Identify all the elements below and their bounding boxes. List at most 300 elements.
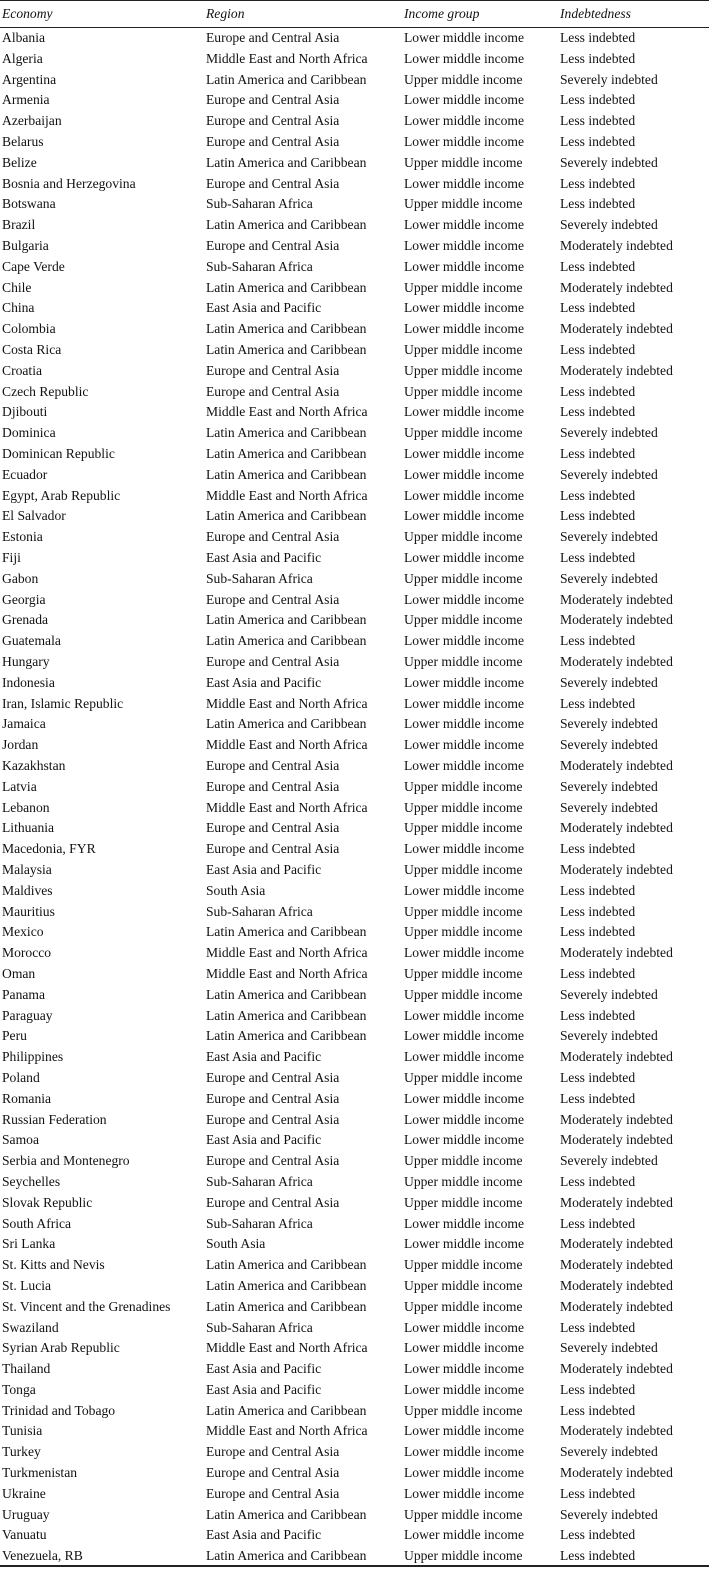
indebtedness-cell: Moderately indebted [560,1277,673,1293]
table-row [0,152,709,173]
economy-cell: Algeria [2,50,43,66]
table-row [0,963,709,984]
indebtedness-cell: Severely indebted [560,716,658,732]
indebtedness-cell: Severely indebted [560,1444,658,1460]
economy-cell: St. Vincent and the Grenadines [2,1298,171,1314]
indebtedness-cell: Moderately indebted [560,279,673,295]
region-cell: East Asia and Pacific [206,1527,322,1543]
economy-cell: Maldives [2,882,53,898]
indebtedness-cell: Less indebted [560,404,636,420]
region-cell: Latin America and Caribbean [206,924,367,940]
economy-cell: Lebanon [2,799,50,815]
indebtedness-cell: Severely indebted [560,799,658,815]
table-row [0,735,709,756]
economy-cell: Turkmenistan [2,1465,78,1481]
income-group-cell: Upper middle income [404,612,523,628]
indebtedness-cell: Moderately indebted [560,1465,673,1481]
table-row [0,1171,709,1192]
region-cell: Europe and Central Asia [206,1090,340,1106]
economy-cell: Ecuador [2,466,48,482]
table-row [0,714,709,735]
indebtedness-cell: Less indebted [560,113,636,129]
table-row [0,235,709,256]
indebtedness-cell: Less indebted [560,1546,709,1567]
indebtedness-cell: Moderately indebted [560,362,673,378]
region-cell: Europe and Central Asia [206,175,340,191]
economy-cell: Serbia and Montenegro [2,1153,130,1169]
income-group-cell: Upper middle income [404,154,523,170]
region-cell: Europe and Central Asia [206,362,340,378]
indebtedness-cell: Less indebted [560,300,636,316]
table-row [0,1338,709,1359]
economy-cell: Romania [2,1090,52,1106]
indebtedness-cell: Moderately indebted [560,1111,673,1127]
region-cell: South Asia [206,882,266,898]
table-row [0,1047,709,1068]
economy-cell: St. Kitts and Nevis [2,1257,105,1273]
indebtedness-cell: Moderately indebted [560,945,673,961]
region-cell: Europe and Central Asia [206,92,340,108]
economy-cell: Armenia [2,92,50,108]
income-group-cell: Lower middle income [404,1485,525,1501]
region-cell: Latin America and Caribbean [206,466,367,482]
indebtedness-cell: Severely indebted [560,674,658,690]
income-group-cell: Lower middle income [404,1049,525,1065]
economy-cell: Vanuatu [2,1527,47,1543]
table-row [0,776,709,797]
table-row [0,1400,709,1421]
economy-cell: Guatemala [2,633,61,649]
table-row [0,69,709,90]
income-group-cell: Lower middle income [404,591,525,607]
indebtedness-cell: Severely indebted [560,1506,658,1522]
region-cell: Latin America and Caribbean [206,154,367,170]
region-cell: Europe and Central Asia [206,654,340,669]
economy-cell: Thailand [2,1361,51,1377]
region-cell: Europe and Central Asia [206,30,340,46]
economy-cell: Fiji [2,550,21,566]
indebtedness-cell: Moderately indebted [560,654,673,669]
income-group-cell: Lower middle income [404,1132,525,1148]
income-group-cell: Lower middle income [404,1465,525,1481]
income-group-cell: Upper middle income [404,1069,523,1085]
table-row [0,693,709,714]
economy-cell: St. Lucia [2,1277,52,1293]
economy-cell: Syrian Arab Republic [2,1340,120,1356]
table-row [0,194,709,215]
economy-cell: South Africa [2,1215,72,1231]
income-group-cell: Lower middle income [404,300,525,316]
header-indebtedness: Indebtedness [560,1,709,28]
indebtedness-cell: Less indebted [560,1069,636,1085]
economy-cell: Philippines [2,1049,64,1065]
region-cell: Middle East and North Africa [206,50,368,66]
income-group-cell: Lower middle income [404,1007,525,1023]
income-group-cell: Lower middle income [404,695,525,711]
income-group-cell: Upper middle income [404,362,523,378]
income-group-cell: Lower middle income [404,113,525,129]
income-group-cell: Upper middle income [404,965,523,981]
region-cell: Latin America and Caribbean [206,425,367,441]
income-group-cell: Upper middle income [404,383,523,399]
economy-cell: Belize [2,154,37,170]
income-group-cell: Upper middle income [404,529,523,545]
table-row [0,1109,709,1130]
region-cell: Sub-Saharan Africa [206,903,313,919]
table-row [0,527,709,548]
indebtedness-cell: Less indebted [560,1215,636,1231]
indebtedness-cell: Moderately indebted [560,612,673,628]
economy-cell: Gabon [2,570,39,586]
region-cell: Europe and Central Asia [206,113,340,129]
region-cell: Europe and Central Asia [206,1194,340,1210]
table-row [0,1504,709,1525]
income-group-cell: Upper middle income [404,342,523,358]
economy-cell: Brazil [2,217,36,233]
table-row [0,901,709,922]
indebtedness-cell: Severely indebted [560,1028,658,1044]
region-cell: Latin America and Caribbean [206,1506,367,1522]
region-cell: Latin America and Caribbean [206,986,367,1002]
economy-cell: Georgia [2,591,46,607]
indebtedness-cell: Less indebted [560,1007,636,1023]
region-cell: Latin America and Caribbean [206,279,367,295]
income-group-cell: Lower middle income [404,134,525,150]
region-cell: Latin America and Caribbean [206,217,367,233]
region-cell: Latin America and Caribbean [206,1402,367,1418]
table-row [0,443,709,464]
indebtedness-cell: Less indebted [560,633,636,649]
income-group-cell: Lower middle income [404,1111,525,1127]
income-group-cell: Lower middle income [404,1236,525,1252]
table-row [0,1379,709,1400]
income-group-cell: Lower middle income [404,446,525,462]
income-group-cell: Upper middle income [404,820,523,836]
region-cell: Europe and Central Asia [206,820,340,836]
table-row [0,859,709,880]
indebtedness-cell: Moderately indebted [560,820,673,836]
income-group-cell: Lower middle income [404,258,525,274]
economy-cell: Grenada [2,612,49,628]
economy-cell: Bosnia and Herzegovina [2,175,136,191]
economy-cell: Cape Verde [2,258,65,274]
economy-cell: Jamaica [2,716,46,732]
economy-cell: Bulgaria [2,238,49,254]
economy-cell: Latvia [2,778,37,794]
indebtedness-cell: Less indebted [560,1090,636,1106]
region-cell: East Asia and Pacific [206,1049,322,1065]
income-group-cell: Lower middle income [404,1444,525,1460]
indebtedness-cell: Severely indebted [560,425,658,441]
economy-cell: Botswana [2,196,56,212]
table-row [0,423,709,444]
economy-cell: Djibouti [2,404,48,420]
indebtedness-cell: Less indebted [560,1485,636,1501]
indebtedness-cell: Less indebted [560,487,636,503]
header-economy: Economy [0,1,206,28]
region-cell: Europe and Central Asia [206,591,340,607]
income-group-cell: Lower middle income [404,674,525,690]
table-header [0,1,709,28]
table-row [0,1234,709,1255]
economy-cell: Dominica [2,425,56,441]
region-cell: East Asia and Pacific [206,300,322,316]
economy-cell: Morocco [2,945,52,961]
region-cell: Europe and Central Asia [206,778,340,794]
table-row [0,319,709,340]
table-row [0,943,709,964]
table-row [0,1088,709,1109]
table-row [0,131,709,152]
income-group-cell: Upper middle income [404,1546,560,1567]
region-cell: Latin America and Caribbean [206,633,367,649]
economy-cell: Albania [2,30,46,46]
economy-cell: Lithuania [2,820,55,836]
region-cell: Latin America and Caribbean [206,1257,367,1273]
table-row [0,839,709,860]
economy-cell: Macedonia, FYR [2,841,96,857]
economy-cell: Argentina [2,71,57,87]
income-group-cell: Lower middle income [404,1361,525,1377]
income-group-cell: Upper middle income [404,71,523,87]
income-group-cell: Lower middle income [404,757,525,773]
indebtedness-cell: Less indebted [560,508,636,524]
economy-cell: Uruguay [2,1506,50,1522]
income-group-cell: Upper middle income [404,799,523,815]
region-cell: Europe and Central Asia [206,841,340,857]
economy-cell: Russian Federation [2,1111,107,1127]
income-group-cell: Upper middle income [404,570,523,586]
table-row [0,360,709,381]
income-group-cell: Upper middle income [404,425,523,441]
region-cell: Europe and Central Asia [206,1465,340,1481]
indebtedness-cell: Less indebted [560,1381,636,1397]
income-group-cell: Upper middle income [404,1257,523,1273]
region-cell: Middle East and North Africa [206,695,368,711]
table-row [0,506,709,527]
table-row [0,381,709,402]
income-group-cell: Upper middle income [404,986,523,1002]
region-cell: Europe and Central Asia [206,757,340,773]
indebtedness-cell: Moderately indebted [560,1298,673,1314]
economy-cell: Ukraine [2,1485,46,1501]
indebtedness-cell: Moderately indebted [560,321,673,337]
table-row [0,610,709,631]
income-group-cell: Lower middle income [404,466,525,482]
table-row [0,1462,709,1483]
table-row [0,1255,709,1276]
economy-cell: Dominican Republic [2,446,115,462]
economy-cell: Paraguay [2,1007,53,1023]
indebtedness-cell: Moderately indebted [560,757,673,773]
income-group-cell: Lower middle income [404,716,525,732]
table-row [0,111,709,132]
income-group-cell: Lower middle income [404,30,525,46]
income-group-cell: Upper middle income [404,1153,523,1169]
economy-cell: Kazakhstan [2,757,66,773]
region-cell: East Asia and Pacific [206,1132,322,1148]
economy-cell: Hungary [2,654,50,669]
income-group-cell: Lower middle income [404,633,525,649]
economy-cell: Estonia [2,529,43,545]
region-cell: South Asia [206,1236,266,1252]
economy-cell: Oman [2,965,36,981]
economy-cell: Mexico [2,924,44,940]
table-row [0,173,709,194]
income-group-cell: Upper middle income [404,778,523,794]
region-cell: Middle East and North Africa [206,945,368,961]
economy-cell: Colombia [2,321,56,337]
income-group-cell: Upper middle income [404,1506,523,1522]
income-group-cell: Lower middle income [404,737,525,753]
table-row [0,28,709,49]
economy-cell: Trinidad and Tobago [2,1402,116,1418]
region-cell: Europe and Central Asia [206,1485,340,1501]
region-cell: Europe and Central Asia [206,238,340,254]
region-cell: Latin America and Caribbean [206,71,367,87]
indebtedness-cell: Less indebted [560,695,636,711]
table-row [0,1213,709,1234]
income-group-cell: Lower middle income [404,238,525,254]
economy-cell: Turkey [2,1444,41,1460]
income-group-cell: Upper middle income [404,1173,523,1189]
indebtedness-cell: Less indebted [560,1527,636,1543]
income-group-cell: Lower middle income [404,1319,525,1335]
region-cell: Europe and Central Asia [206,1111,340,1127]
table-row [0,568,709,589]
indebtedness-cell: Moderately indebted [560,1049,673,1065]
indebtedness-cell: Severely indebted [560,529,658,545]
table-row [0,589,709,610]
region-cell: East Asia and Pacific [206,550,322,566]
income-group-cell: Upper middle income [404,903,523,919]
header-income-group: Income group [404,1,560,28]
income-group-cell: Upper middle income [404,861,523,877]
indebtedness-cell: Severely indebted [560,778,658,794]
header-region: Region [206,1,404,28]
table-row [0,48,709,69]
region-cell: Europe and Central Asia [206,134,340,150]
indebtedness-cell: Less indebted [560,342,636,358]
economy-cell: Seychelles [2,1173,61,1189]
indebtedness-cell: Less indebted [560,175,636,191]
economy-cell: Slovak Republic [2,1194,93,1210]
indebtedness-cell: Moderately indebted [560,1423,673,1439]
region-cell: Middle East and North Africa [206,799,368,815]
income-group-cell: Upper middle income [404,924,523,940]
economy-cell: Jordan [2,737,39,753]
table-row [0,256,709,277]
table-row [0,1546,709,1567]
income-group-cell: Lower middle income [404,217,525,233]
region-cell: Sub-Saharan Africa [206,258,313,274]
income-group-cell: Upper middle income [404,654,523,669]
indebtedness-cell: Less indebted [560,841,636,857]
income-group-cell: Lower middle income [404,841,525,857]
indebtedness-cell: Less indebted [560,92,636,108]
region-cell: Sub-Saharan Africa [206,196,313,212]
economy-cell: Samoa [2,1132,39,1148]
table-row [0,1067,709,1088]
indebtedness-cell: Less indebted [560,50,636,66]
indebtedness-cell: Less indebted [560,446,636,462]
region-cell: Europe and Central Asia [206,1153,340,1169]
economy-cell: Panama [2,986,46,1002]
income-group-cell: Lower middle income [404,1090,525,1106]
economy-cell: Mauritius [2,903,55,919]
indebtedness-cell: Less indebted [560,383,636,399]
region-cell: Sub-Saharan Africa [206,1319,313,1335]
region-cell: Latin America and Caribbean [206,716,367,732]
region-cell: Middle East and North Africa [206,965,368,981]
economy-cell: El Salvador [2,508,66,524]
region-cell: Middle East and North Africa [206,1340,368,1356]
income-group-cell: Lower middle income [404,404,525,420]
economy-cell: Iran, Islamic Republic [2,695,124,711]
table-row [0,1026,709,1047]
indebtedness-cell: Less indebted [560,965,636,981]
income-group-cell: Lower middle income [404,882,525,898]
region-cell: Europe and Central Asia [206,529,340,545]
table-row [0,339,709,360]
indebtedness-cell: Less indebted [560,550,636,566]
region-cell: Sub-Saharan Africa [206,1215,313,1231]
economy-cell: Croatia [2,362,43,378]
indebtedness-cell: Severely indebted [560,986,658,1002]
indebtedness-cell: Less indebted [560,258,636,274]
table-row [0,1483,709,1504]
region-cell: Middle East and North Africa [206,1423,368,1439]
indebtedness-cell: Severely indebted [560,1153,658,1169]
table-row [0,547,709,568]
table-row [0,1359,709,1380]
income-group-cell: Lower middle income [404,1028,525,1044]
header-row [0,1,709,28]
region-cell: Latin America and Caribbean [206,1277,367,1293]
income-group-cell: Lower middle income [404,1423,525,1439]
table-row [0,880,709,901]
indebtedness-cell: Moderately indebted [560,591,673,607]
table-body [0,28,709,1567]
region-cell: Latin America and Caribbean [206,1007,367,1023]
region-cell: Latin America and Caribbean [206,612,367,628]
table-row [0,651,709,672]
economy-cell: Costa Rica [2,342,62,358]
region-cell: Middle East and North Africa [206,404,368,420]
indebtedness-cell: Moderately indebted [560,1361,673,1377]
income-group-cell: Lower middle income [404,1381,525,1397]
indebtedness-cell: Less indebted [560,903,636,919]
table-row [0,1296,709,1317]
economy-cell: Swaziland [2,1319,59,1335]
table-row [0,1442,709,1463]
table-row [0,215,709,236]
economy-cell: Sri Lanka [2,1236,56,1252]
region-cell: Europe and Central Asia [206,383,340,399]
indebtedness-cell: Less indebted [560,196,636,212]
region-cell: Latin America and Caribbean [206,1546,404,1567]
income-group-cell: Upper middle income [404,1402,523,1418]
region-cell: Middle East and North Africa [206,737,368,753]
economy-cell: Chile [2,279,32,295]
economy-cell: Azerbaijan [2,113,62,129]
indebtedness-cell: Severely indebted [560,737,658,753]
income-group-cell: Lower middle income [404,1215,525,1231]
region-cell: Latin America and Caribbean [206,508,367,524]
indebtedness-cell: Less indebted [560,134,636,150]
indebtedness-cell: Less indebted [560,882,636,898]
region-cell: Europe and Central Asia [206,1444,340,1460]
